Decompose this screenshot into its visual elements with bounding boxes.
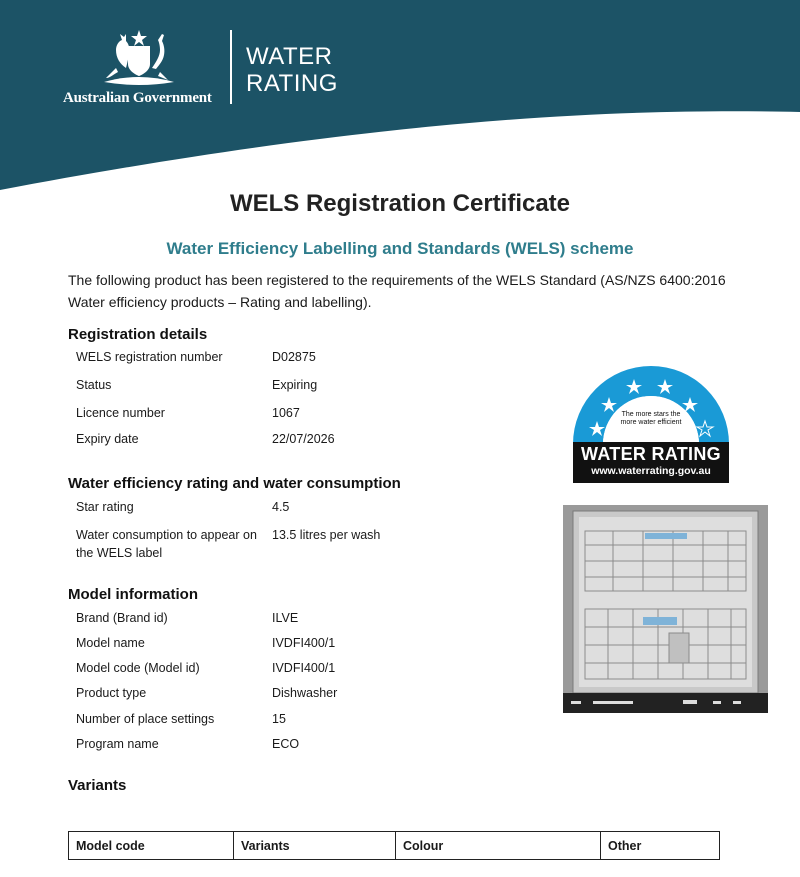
variants-table — [68, 831, 720, 860]
detail-label: Licence number — [76, 406, 165, 420]
badge-url: www.waterrating.gov.au — [591, 465, 711, 477]
page-subtitle: Water Efficiency Labelling and Standards (WELS) scheme — [166, 239, 634, 258]
detail-value: IVDFI400/1 — [272, 636, 336, 650]
detail-label: Star rating — [76, 500, 134, 514]
badge-caption: The more stars the more water efficient — [620, 411, 682, 426]
star-arc-icon — [573, 364, 729, 444]
column-header: Other — [601, 832, 720, 860]
detail-value: IVDFI400/1 — [272, 661, 336, 675]
detail-value: 13.5 litres per wash — [272, 528, 381, 542]
efficiency-heading: Water efficiency rating and water consumption — [68, 475, 401, 492]
page-title: WELS Registration Certificate — [229, 190, 571, 217]
detail-label: Water consumption to appear on the WELS label — [76, 528, 257, 560]
detail-value: D02875 — [272, 350, 316, 364]
column-header: Variants — [234, 832, 396, 860]
detail-value: ECO — [272, 737, 300, 751]
coat-of-arms-icon — [96, 28, 182, 90]
column-header: Colour — [396, 832, 601, 860]
detail-value: 22/07/2026 — [272, 432, 335, 446]
detail-label: Expiry date — [76, 432, 139, 446]
government-label: Australian Government — [63, 90, 212, 106]
water-rating-logo-text — [246, 43, 338, 97]
model-heading: Model information — [68, 586, 198, 603]
detail-value: 4.5 — [272, 500, 290, 514]
detail-label: Status — [76, 378, 112, 392]
water-rating-badge — [573, 364, 729, 483]
logo-divider — [230, 30, 232, 104]
intro-paragraph: The following product has been registered to the requirements of the WELS Standard (AS/NZS 6400:2016 Water efficiency products – Rating and labelling). — [68, 272, 726, 310]
logo-title-line1: WATER — [246, 43, 333, 70]
detail-label: Model code (Model id) — [76, 661, 200, 675]
detail-label: Product type — [76, 686, 147, 700]
detail-label: Program name — [76, 737, 159, 751]
column-header: Model code — [69, 832, 234, 860]
badge-title: WATER RATING — [581, 444, 721, 464]
registration-heading: Registration details — [68, 326, 208, 343]
dishwasher-image — [563, 505, 768, 713]
detail-label: Number of place settings — [76, 712, 215, 726]
variants-heading: Variants — [68, 777, 127, 794]
detail-label: Brand (Brand id) — [76, 611, 168, 625]
detail-label: Model name — [76, 636, 145, 650]
detail-value: 1067 — [272, 406, 300, 420]
detail-label: WELS registration number — [76, 350, 223, 364]
detail-value: Dishwasher — [272, 686, 338, 700]
detail-value: Expiring — [272, 378, 318, 392]
detail-value: ILVE — [272, 611, 299, 625]
detail-value: 15 — [272, 712, 286, 726]
table-header-row — [69, 832, 720, 860]
logo-title-line2: RATING — [246, 70, 338, 97]
